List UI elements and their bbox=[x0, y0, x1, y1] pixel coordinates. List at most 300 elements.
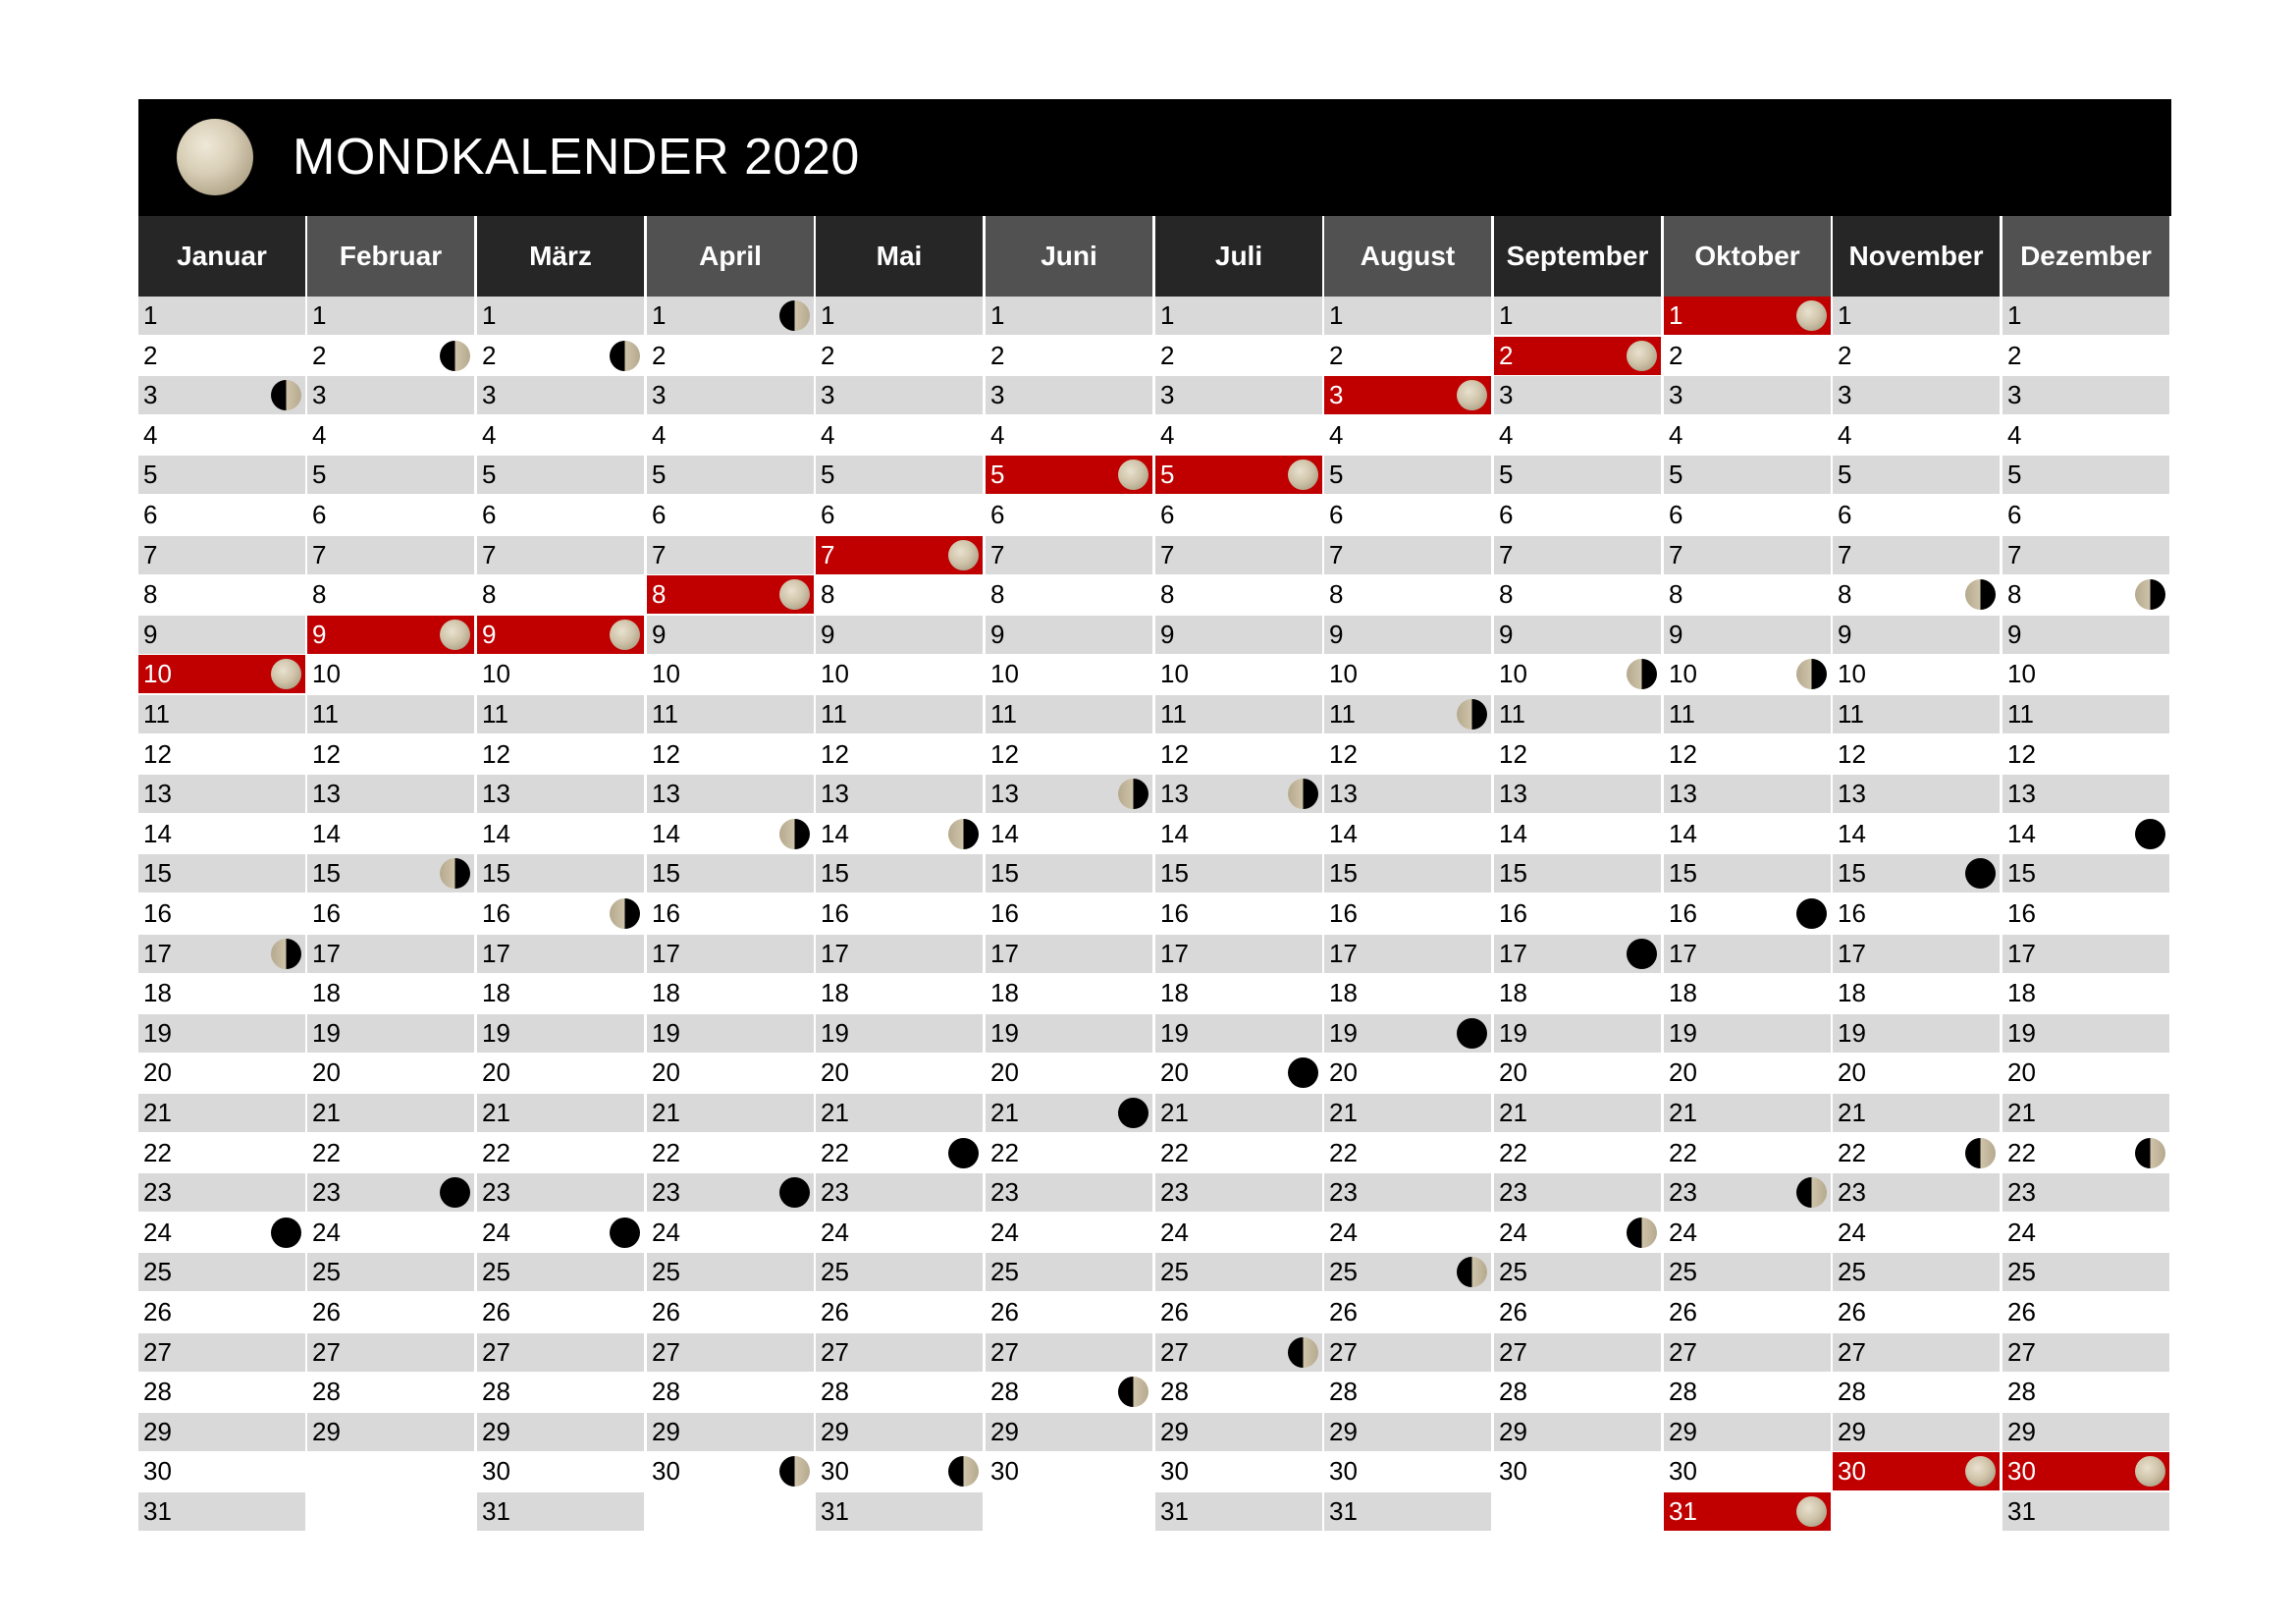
day-cell bbox=[138, 1492, 305, 1531]
day-number: 8 bbox=[652, 579, 667, 610]
day-cell bbox=[647, 854, 814, 893]
day-number: 25 bbox=[1329, 1257, 1358, 1287]
day-cell bbox=[2002, 1373, 2169, 1411]
day-number: 23 bbox=[312, 1177, 341, 1208]
day-cell bbox=[307, 815, 474, 853]
day-number: 19 bbox=[312, 1017, 341, 1048]
day-number: 27 bbox=[1160, 1336, 1189, 1367]
day-cell bbox=[138, 775, 305, 813]
day-cell bbox=[1833, 1452, 2000, 1490]
day-cell bbox=[1324, 1333, 1491, 1372]
day-number: 8 bbox=[1160, 579, 1175, 610]
day-number: 28 bbox=[1669, 1377, 1697, 1407]
day-number: 12 bbox=[1499, 738, 1527, 769]
last-quarter-moon-icon bbox=[2135, 579, 2165, 610]
day-cell bbox=[1324, 1214, 1491, 1252]
day-number: 1 bbox=[1838, 300, 1852, 330]
day-cell bbox=[138, 1413, 305, 1451]
day-number: 29 bbox=[652, 1416, 680, 1446]
day-cell bbox=[647, 735, 814, 774]
day-cell bbox=[816, 815, 983, 853]
day-number: 8 bbox=[1838, 579, 1852, 610]
day-number: 29 bbox=[1160, 1416, 1189, 1446]
day-cell bbox=[477, 575, 644, 614]
day-cell bbox=[986, 935, 1152, 973]
full-moon-icon bbox=[1457, 380, 1487, 410]
day-number: 4 bbox=[1669, 419, 1683, 450]
day-number: 2 bbox=[1499, 340, 1514, 370]
day-number: 13 bbox=[1499, 779, 1527, 809]
day-cell bbox=[816, 935, 983, 973]
day-number: 7 bbox=[821, 539, 835, 569]
day-cell bbox=[2002, 775, 2169, 813]
day-number: 20 bbox=[2007, 1057, 2036, 1088]
day-number: 3 bbox=[1329, 380, 1344, 410]
day-number: 7 bbox=[312, 539, 327, 569]
day-number: 1 bbox=[1160, 300, 1175, 330]
day-number: 21 bbox=[312, 1098, 341, 1127]
day-number: 4 bbox=[1160, 419, 1175, 450]
day-number: 26 bbox=[482, 1297, 510, 1326]
day-cell bbox=[1155, 1293, 1322, 1331]
day-number: 28 bbox=[1499, 1377, 1527, 1407]
day-number: 6 bbox=[312, 500, 327, 529]
day-number: 25 bbox=[143, 1257, 172, 1287]
day-cell bbox=[477, 536, 644, 574]
day-cell bbox=[1155, 456, 1322, 494]
day-number: 15 bbox=[1838, 858, 1866, 889]
day-number: 26 bbox=[143, 1297, 172, 1326]
day-cell bbox=[1494, 1293, 1661, 1331]
day-cell bbox=[1833, 616, 2000, 654]
day-cell bbox=[138, 894, 305, 933]
day-number: 29 bbox=[990, 1416, 1019, 1446]
day-number: 12 bbox=[1669, 738, 1697, 769]
day-cell bbox=[1324, 695, 1491, 733]
day-number: 12 bbox=[821, 738, 849, 769]
day-number: 7 bbox=[1499, 539, 1514, 569]
day-cell bbox=[1155, 1413, 1322, 1451]
day-number: 7 bbox=[143, 539, 158, 569]
day-cell bbox=[307, 1094, 474, 1132]
day-cell bbox=[1664, 496, 1831, 534]
day-number: 5 bbox=[1838, 460, 1852, 490]
day-number: 1 bbox=[1329, 300, 1344, 330]
day-number: 3 bbox=[482, 380, 497, 410]
day-cell bbox=[138, 616, 305, 654]
day-cell bbox=[1664, 1373, 1831, 1411]
day-cell bbox=[986, 616, 1152, 654]
day-number: 27 bbox=[652, 1336, 680, 1367]
day-number: 23 bbox=[1160, 1177, 1189, 1208]
day-number: 26 bbox=[990, 1297, 1019, 1326]
last-quarter-moon-icon bbox=[1627, 659, 1657, 689]
day-number: 20 bbox=[1160, 1057, 1189, 1088]
day-cell bbox=[1155, 1452, 1322, 1490]
day-cell bbox=[647, 935, 814, 973]
day-number: 1 bbox=[1499, 300, 1514, 330]
last-quarter-moon-icon bbox=[440, 858, 470, 889]
day-cell bbox=[307, 337, 474, 375]
day-cell bbox=[1833, 536, 2000, 574]
day-number: 28 bbox=[990, 1377, 1019, 1407]
day-number: 4 bbox=[821, 419, 835, 450]
day-number: 18 bbox=[652, 978, 680, 1008]
day-number: 11 bbox=[652, 699, 678, 729]
day-number: 5 bbox=[1669, 460, 1683, 490]
day-number: 17 bbox=[482, 938, 510, 968]
day-cell bbox=[307, 376, 474, 414]
day-number: 7 bbox=[2007, 539, 2022, 569]
day-number: 10 bbox=[2007, 659, 2036, 689]
day-cell bbox=[816, 575, 983, 614]
day-cell bbox=[986, 376, 1152, 414]
day-cell bbox=[1155, 854, 1322, 893]
day-cell bbox=[1833, 1214, 2000, 1252]
day-number: 21 bbox=[1160, 1098, 1189, 1127]
day-cell bbox=[1155, 1253, 1322, 1291]
day-cell bbox=[1324, 735, 1491, 774]
day-cell bbox=[1664, 1333, 1831, 1372]
day-cell bbox=[1833, 496, 2000, 534]
day-number: 18 bbox=[821, 978, 849, 1008]
day-number: 10 bbox=[821, 659, 849, 689]
full-moon-icon bbox=[1288, 460, 1318, 490]
day-cell bbox=[816, 1054, 983, 1092]
day-number: 30 bbox=[482, 1456, 510, 1487]
day-cell bbox=[1664, 815, 1831, 853]
day-number: 13 bbox=[1329, 779, 1358, 809]
day-cell bbox=[986, 1134, 1152, 1172]
day-cell bbox=[138, 536, 305, 574]
day-cell bbox=[986, 575, 1152, 614]
day-number: 27 bbox=[143, 1336, 172, 1367]
day-number: 3 bbox=[1499, 380, 1514, 410]
day-number: 29 bbox=[2007, 1416, 2036, 1446]
day-cell bbox=[1324, 815, 1491, 853]
month-header-januar: Januar bbox=[138, 216, 305, 297]
day-cell bbox=[986, 337, 1152, 375]
day-number: 20 bbox=[1669, 1057, 1697, 1088]
day-cell bbox=[1833, 297, 2000, 335]
day-cell bbox=[647, 815, 814, 853]
day-number: 31 bbox=[1329, 1496, 1358, 1526]
day-number: 23 bbox=[990, 1177, 1019, 1208]
last-quarter-moon-icon bbox=[1118, 779, 1148, 809]
day-cell bbox=[1833, 1173, 2000, 1212]
day-number: 7 bbox=[1669, 539, 1683, 569]
day-cell bbox=[647, 775, 814, 813]
day-cell bbox=[1664, 1452, 1831, 1490]
day-cell bbox=[986, 1014, 1152, 1053]
day-number: 27 bbox=[312, 1336, 341, 1367]
day-cell bbox=[138, 376, 305, 414]
day-number: 20 bbox=[1499, 1057, 1527, 1088]
first-quarter-moon-icon bbox=[610, 341, 640, 371]
day-cell bbox=[477, 297, 644, 335]
day-number: 2 bbox=[2007, 340, 2022, 370]
day-number: 11 bbox=[1499, 699, 1525, 729]
day-number: 7 bbox=[1160, 539, 1175, 569]
day-number: 16 bbox=[312, 898, 341, 928]
day-number: 17 bbox=[1669, 938, 1697, 968]
day-number: 22 bbox=[1499, 1137, 1527, 1167]
day-cell bbox=[816, 376, 983, 414]
day-cell bbox=[816, 1452, 983, 1490]
day-cell bbox=[307, 1413, 474, 1451]
day-number: 7 bbox=[652, 539, 667, 569]
day-number: 30 bbox=[1329, 1456, 1358, 1487]
first-quarter-moon-icon bbox=[1457, 1257, 1487, 1287]
day-cell bbox=[816, 297, 983, 335]
day-cell bbox=[816, 894, 983, 933]
title-bar bbox=[138, 99, 2171, 216]
day-cell bbox=[1494, 1253, 1661, 1291]
day-number: 17 bbox=[652, 938, 680, 968]
day-cell bbox=[1324, 1492, 1491, 1531]
day-cell bbox=[986, 297, 1152, 335]
day-cell bbox=[138, 456, 305, 494]
day-number: 27 bbox=[2007, 1336, 2036, 1367]
day-number: 23 bbox=[2007, 1177, 2036, 1208]
day-number: 24 bbox=[143, 1217, 172, 1247]
day-number: 15 bbox=[482, 858, 510, 889]
day-cell bbox=[1155, 935, 1322, 973]
day-cell bbox=[138, 974, 305, 1012]
day-number: 6 bbox=[482, 500, 497, 529]
day-cell bbox=[1664, 1214, 1831, 1252]
day-number: 10 bbox=[652, 659, 680, 689]
new-moon-icon bbox=[1288, 1057, 1318, 1088]
day-number: 17 bbox=[1329, 938, 1358, 968]
day-cell bbox=[1494, 496, 1661, 534]
month-header-februar: Februar bbox=[307, 216, 474, 297]
day-cell bbox=[1664, 1492, 1831, 1531]
day-cell bbox=[1155, 337, 1322, 375]
day-number: 30 bbox=[821, 1456, 849, 1487]
day-number: 2 bbox=[482, 340, 497, 370]
day-number: 9 bbox=[990, 619, 1005, 649]
month-header-september: September bbox=[1494, 216, 1661, 297]
day-number: 28 bbox=[652, 1377, 680, 1407]
day-cell bbox=[477, 1452, 644, 1490]
day-cell bbox=[477, 1293, 644, 1331]
day-number: 9 bbox=[482, 619, 497, 649]
day-number: 2 bbox=[821, 340, 835, 370]
day-cell bbox=[307, 735, 474, 774]
day-cell bbox=[816, 1253, 983, 1291]
day-number: 31 bbox=[2007, 1496, 2036, 1526]
day-cell bbox=[307, 1054, 474, 1092]
day-number: 24 bbox=[1499, 1217, 1527, 1247]
day-cell bbox=[1833, 974, 2000, 1012]
day-number: 16 bbox=[990, 898, 1019, 928]
day-cell bbox=[816, 775, 983, 813]
day-number: 14 bbox=[990, 818, 1019, 848]
day-number: 6 bbox=[1499, 500, 1514, 529]
day-number: 30 bbox=[1160, 1456, 1189, 1487]
day-cell bbox=[2002, 1452, 2169, 1490]
day-number: 26 bbox=[2007, 1297, 2036, 1326]
day-number: 26 bbox=[1499, 1297, 1527, 1326]
full-moon-icon bbox=[177, 119, 253, 195]
day-number: 23 bbox=[143, 1177, 172, 1208]
day-cell bbox=[307, 775, 474, 813]
day-cell bbox=[1324, 1014, 1491, 1053]
day-cell bbox=[1155, 974, 1322, 1012]
day-number: 24 bbox=[312, 1217, 341, 1247]
day-cell bbox=[1494, 974, 1661, 1012]
day-cell bbox=[1155, 575, 1322, 614]
day-cell bbox=[1155, 1094, 1322, 1132]
day-number: 13 bbox=[821, 779, 849, 809]
day-number: 30 bbox=[1499, 1456, 1527, 1487]
day-number: 28 bbox=[2007, 1377, 2036, 1407]
day-cell bbox=[1324, 1253, 1491, 1291]
day-cell bbox=[1833, 655, 2000, 693]
new-moon-icon bbox=[1627, 939, 1657, 969]
day-number: 16 bbox=[1499, 898, 1527, 928]
day-cell bbox=[986, 1452, 1152, 1490]
day-cell bbox=[647, 536, 814, 574]
day-number: 5 bbox=[312, 460, 327, 490]
day-number: 15 bbox=[990, 858, 1019, 889]
day-number: 1 bbox=[2007, 300, 2022, 330]
day-cell bbox=[1324, 496, 1491, 534]
day-number: 9 bbox=[143, 619, 158, 649]
day-number: 2 bbox=[1838, 340, 1852, 370]
day-cell bbox=[307, 1014, 474, 1053]
day-number: 6 bbox=[1160, 500, 1175, 529]
day-cell bbox=[1664, 974, 1831, 1012]
day-cell bbox=[477, 775, 644, 813]
day-number: 11 bbox=[990, 699, 1017, 729]
day-cell bbox=[477, 1333, 644, 1372]
day-cell bbox=[1833, 1373, 2000, 1411]
day-cell bbox=[986, 815, 1152, 853]
day-number: 13 bbox=[1160, 779, 1189, 809]
day-number: 24 bbox=[1160, 1217, 1189, 1247]
day-cell bbox=[477, 376, 644, 414]
day-cell bbox=[1494, 1413, 1661, 1451]
day-number: 9 bbox=[1669, 619, 1683, 649]
day-cell bbox=[1494, 1214, 1661, 1252]
day-cell bbox=[816, 1373, 983, 1411]
day-number: 28 bbox=[821, 1377, 849, 1407]
day-number: 14 bbox=[821, 818, 849, 848]
day-cell bbox=[1664, 575, 1831, 614]
day-number: 27 bbox=[990, 1336, 1019, 1367]
day-number: 4 bbox=[1329, 419, 1344, 450]
day-number: 14 bbox=[1669, 818, 1697, 848]
day-cell bbox=[1664, 1134, 1831, 1172]
day-cell bbox=[477, 815, 644, 853]
day-number: 12 bbox=[2007, 738, 2036, 769]
day-number: 20 bbox=[652, 1057, 680, 1088]
day-cell bbox=[1664, 337, 1831, 375]
day-cell bbox=[2002, 337, 2169, 375]
day-cell bbox=[307, 935, 474, 973]
day-number: 9 bbox=[1329, 619, 1344, 649]
day-cell bbox=[1833, 416, 2000, 455]
day-cell bbox=[1833, 1293, 2000, 1331]
day-number: 3 bbox=[990, 380, 1005, 410]
day-number: 29 bbox=[312, 1416, 341, 1446]
day-number: 29 bbox=[821, 1416, 849, 1446]
day-cell bbox=[1664, 735, 1831, 774]
day-number: 12 bbox=[652, 738, 680, 769]
day-cell bbox=[1155, 735, 1322, 774]
day-cell bbox=[1664, 1094, 1831, 1132]
new-moon-icon bbox=[2135, 819, 2165, 849]
day-cell bbox=[2002, 616, 2169, 654]
day-cell bbox=[1324, 1094, 1491, 1132]
day-number: 22 bbox=[990, 1137, 1019, 1167]
day-cell bbox=[1494, 695, 1661, 733]
day-cell bbox=[1494, 616, 1661, 654]
day-cell bbox=[647, 655, 814, 693]
day-number: 16 bbox=[1329, 898, 1358, 928]
day-cell bbox=[986, 775, 1152, 813]
day-cell bbox=[307, 854, 474, 893]
day-cell bbox=[1324, 974, 1491, 1012]
day-number: 24 bbox=[1838, 1217, 1866, 1247]
day-cell bbox=[647, 1214, 814, 1252]
day-number: 19 bbox=[482, 1017, 510, 1048]
day-cell bbox=[307, 456, 474, 494]
day-number: 14 bbox=[1499, 818, 1527, 848]
day-cell bbox=[816, 416, 983, 455]
day-cell bbox=[647, 1173, 814, 1212]
day-number: 10 bbox=[1838, 659, 1866, 689]
day-number: 12 bbox=[1160, 738, 1189, 769]
day-cell bbox=[1494, 894, 1661, 933]
day-number: 6 bbox=[990, 500, 1005, 529]
day-cell bbox=[1324, 655, 1491, 693]
day-cell bbox=[647, 1452, 814, 1490]
day-number: 6 bbox=[143, 500, 158, 529]
day-cell bbox=[307, 974, 474, 1012]
last-quarter-moon-icon bbox=[1288, 779, 1318, 809]
day-cell bbox=[2002, 297, 2169, 335]
day-cell bbox=[816, 854, 983, 893]
day-number: 19 bbox=[1499, 1017, 1527, 1048]
day-number: 9 bbox=[1160, 619, 1175, 649]
day-cell bbox=[1155, 695, 1322, 733]
day-cell bbox=[2002, 1094, 2169, 1132]
day-cell bbox=[477, 1134, 644, 1172]
day-number: 24 bbox=[990, 1217, 1019, 1247]
day-number: 20 bbox=[1329, 1057, 1358, 1088]
day-number: 15 bbox=[143, 858, 172, 889]
last-quarter-moon-icon bbox=[779, 819, 810, 849]
new-moon-icon bbox=[948, 1138, 979, 1168]
day-number: 7 bbox=[482, 539, 497, 569]
full-moon-icon bbox=[1796, 1496, 1827, 1527]
day-cell bbox=[1664, 1054, 1831, 1092]
day-number: 3 bbox=[821, 380, 835, 410]
day-cell bbox=[1664, 1293, 1831, 1331]
day-number: 26 bbox=[1329, 1297, 1358, 1326]
day-number: 27 bbox=[482, 1336, 510, 1367]
day-number: 18 bbox=[312, 978, 341, 1008]
day-cell bbox=[1664, 376, 1831, 414]
day-cell bbox=[816, 1214, 983, 1252]
day-number: 16 bbox=[1838, 898, 1866, 928]
day-number: 14 bbox=[2007, 818, 2036, 848]
day-number: 31 bbox=[1160, 1496, 1189, 1526]
day-number: 17 bbox=[1160, 938, 1189, 968]
